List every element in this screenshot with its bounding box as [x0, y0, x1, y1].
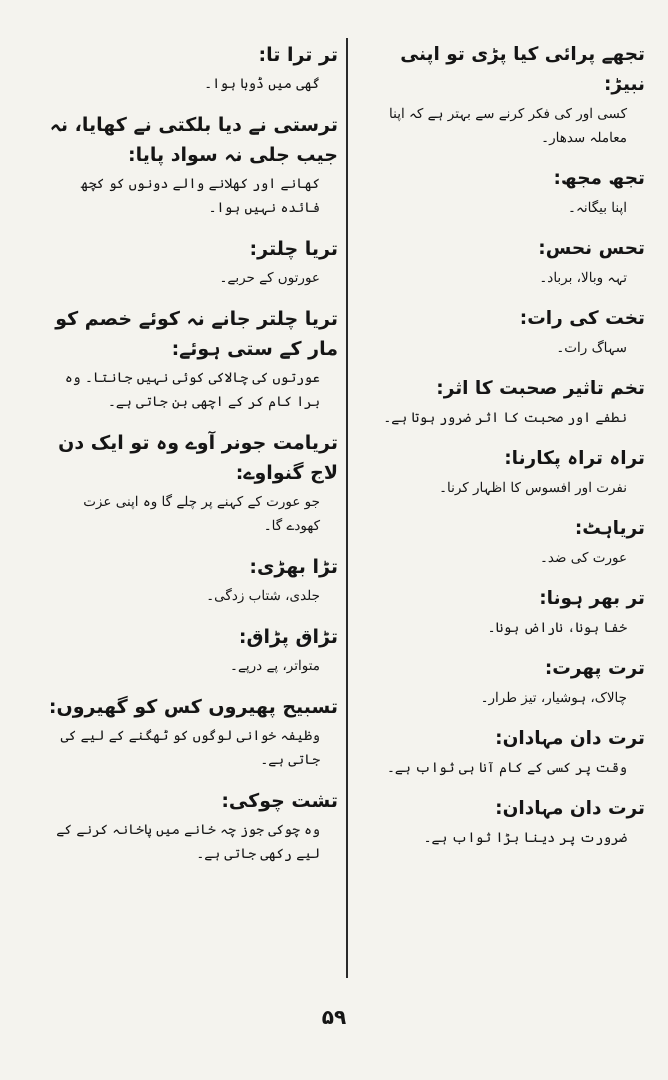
entry	[355, 164, 645, 220]
entry-definition: تہہ وبالا، برباد۔	[539, 270, 627, 286]
entry-definition: خفا ہونا، ناراض ہونا۔	[487, 620, 627, 636]
entry-headword: تڑا بھڑی:	[249, 556, 338, 578]
entry-definition: وہ چوکی جوز چہ خانے میں پاخانہ کرنے کے لیے رکھی جاتی ہے۔	[56, 822, 320, 862]
entry-headword: ترستی نے دیا بلکتی نے کھایا، نہ جیب جلی نہ سواد پایا:	[49, 114, 338, 166]
entry-definition: کھانے اور کھلانے والے دونوں کو کچھ فائدہ نہیں ہوا۔	[80, 176, 320, 216]
entry	[48, 622, 338, 678]
entry	[48, 552, 338, 608]
entry-headword: تریاہٹ:	[574, 518, 645, 539]
entry	[355, 374, 645, 430]
entry-headword: تریا چلتر جانے نہ کوئے خصم کو مار کے ستی ہوئے:	[55, 308, 338, 360]
entry-headword: تجھے پرائی کیا پڑی تو اپنی نبیڑ:	[400, 44, 645, 95]
entry-headword: تجھ مجھ:	[553, 168, 645, 189]
entry-headword: تسبیح پھیروں کس کو گھیروں:	[48, 696, 338, 718]
entry	[48, 110, 338, 220]
entry-definition: عورت کی ضد۔	[540, 550, 627, 566]
page-number: ۵۹	[321, 1005, 347, 1029]
entry-definition: سہاگ رات۔	[556, 340, 627, 356]
entry	[48, 234, 338, 290]
entry-definition: وقت پر کسی کے کام آنا ہی ثواب ہے۔	[387, 760, 627, 776]
entry	[48, 692, 338, 772]
entry-headword: ترت دان مہادان:	[495, 798, 645, 819]
left-column	[48, 40, 338, 880]
entry	[355, 40, 645, 150]
entry	[355, 724, 645, 780]
entry	[48, 428, 338, 538]
entry-definition: جو عورت کے کہنے پر چلے گا وہ اپنی عزت کھودے گا۔	[83, 494, 320, 534]
entry-definition: جلدی، شتاب زدگی۔	[206, 588, 320, 604]
entry-definition: کسی اور کی فکر کرنے سے بہتر ہے کہ اپنا معاملہ سدھار۔	[389, 106, 627, 146]
entry-headword: تخت کی رات:	[519, 308, 645, 329]
entry	[355, 654, 645, 710]
entry-definition: عورتوں کی چالاکی کوئی نہیں جانتا۔ وہ برا کام کر کے اچھی بن جاتی ہے۔	[64, 370, 320, 410]
entry-headword: تراہ تراہ پکارنا:	[504, 448, 645, 469]
right-column	[355, 40, 645, 864]
entry	[355, 794, 645, 850]
entry-definition: ضرورت پر دینا بڑا ثواب ہے۔	[423, 830, 627, 846]
entry	[48, 304, 338, 414]
entry-headword: تریامت جونر آوے وہ تو ایک دن لاج گنواوے:	[58, 432, 338, 484]
entry-definition: متواتر، پے درپے۔	[230, 658, 320, 674]
entry-headword: تحس نحس:	[538, 238, 645, 259]
entry	[355, 234, 645, 290]
entry-definition: نطفے اور صحبت کا اثر ضرور ہوتا ہے۔	[383, 410, 627, 426]
entry	[355, 514, 645, 570]
entry-definition: چالاک، ہوشیار، تیز طرار۔	[480, 690, 627, 706]
entry-definition: نفرت اور افسوس کا اظہار کرنا۔	[439, 480, 627, 496]
entry	[48, 40, 338, 96]
entry-headword: تر ترا تا:	[258, 44, 338, 66]
entry-headword: تڑاق پڑاق:	[238, 626, 338, 648]
column-divider	[346, 38, 348, 978]
entry	[48, 786, 338, 866]
entry-definition: گھی میں ڈوبا ہوا۔	[204, 76, 320, 92]
entry	[355, 444, 645, 500]
entry-headword: ترت پھرت:	[544, 658, 645, 679]
entry	[355, 584, 645, 640]
entry-headword: تر بھر ہونا:	[539, 588, 645, 609]
entry-headword: ترت دان مہادان:	[495, 728, 645, 749]
entry-headword: تشت چوکی:	[221, 790, 338, 812]
entry-headword: تخم تاثیر صحبت کا اثر:	[436, 378, 645, 399]
entry-definition: وظیفہ خوانی لوگوں کو ٹھگنے کے لیے کی جاتی ہے۔	[60, 728, 320, 768]
entry	[355, 304, 645, 360]
entry-definition: عورتوں کے حربے۔	[219, 270, 320, 286]
entry-definition: اپنا بیگانہ۔	[568, 200, 627, 216]
entry-headword: تریا چلتر:	[249, 238, 338, 260]
